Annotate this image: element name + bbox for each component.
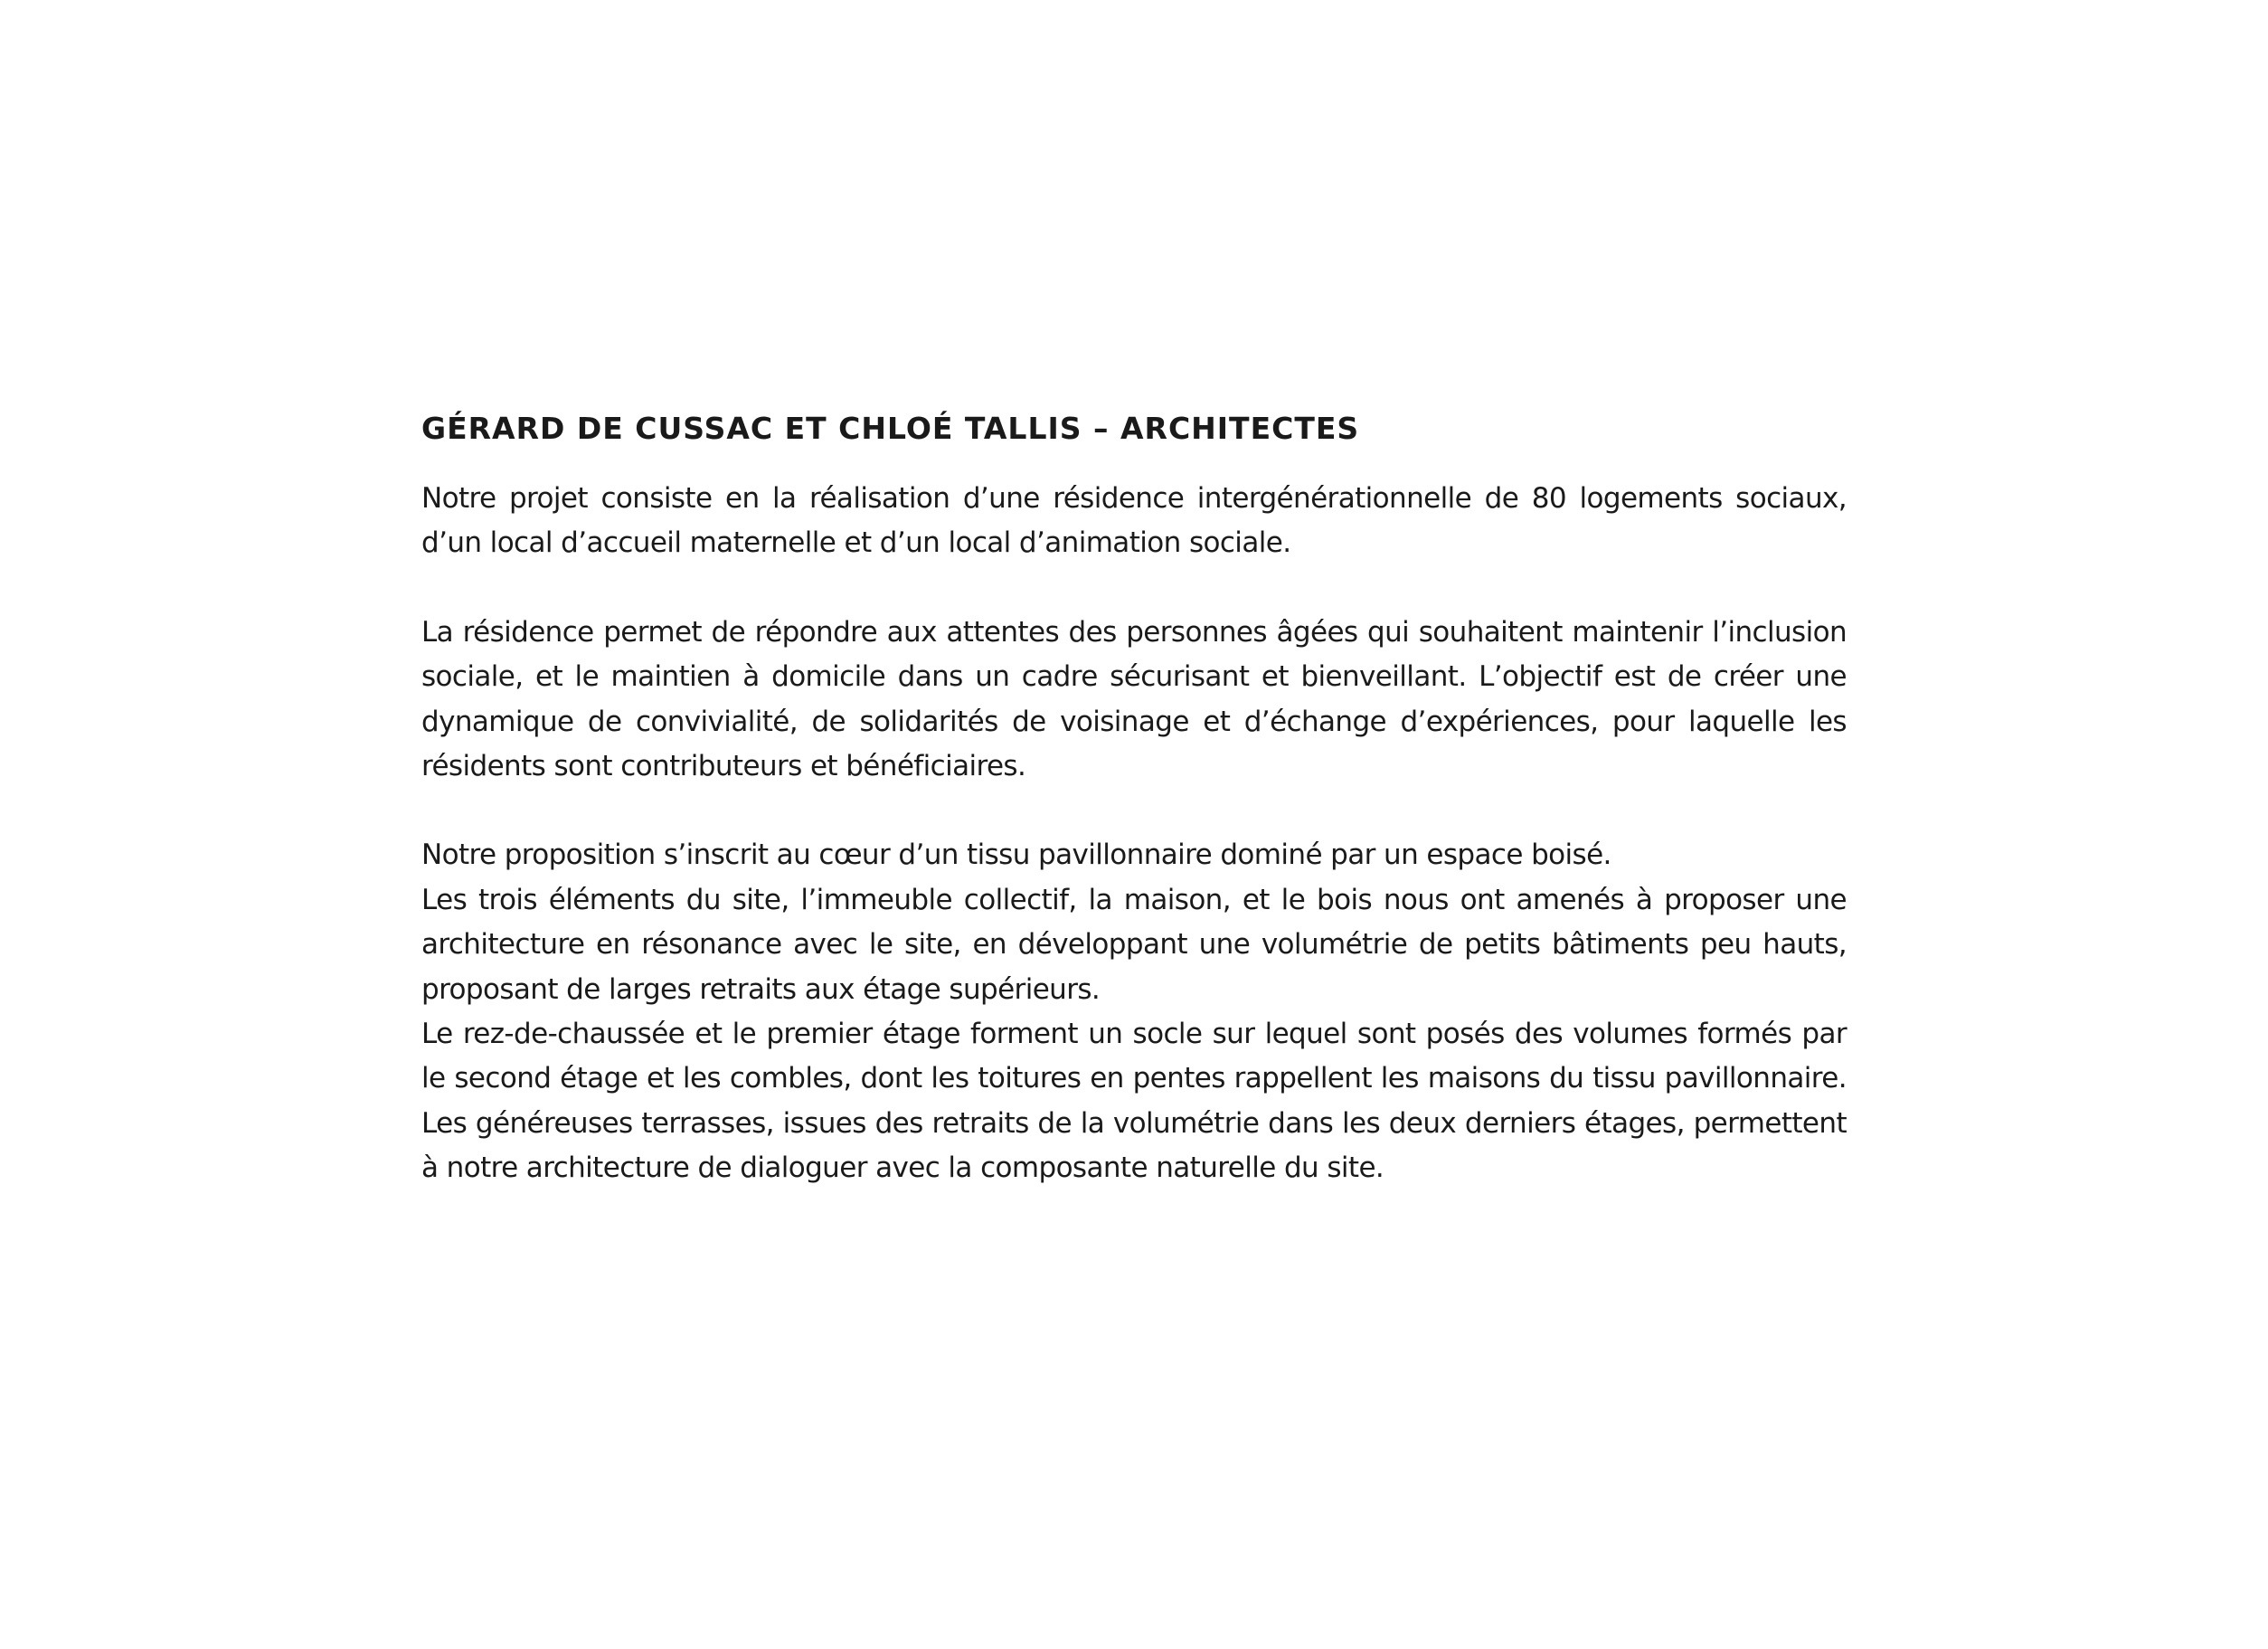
- site-block: [421, 833, 1847, 1190]
- paragraph-residence-goals: La résidence permet de répondre aux attentes des personnes âgées qui souhaitent maintenir l’inclusion sociale, et le maintien à domicile dans un cadre sécurisant et bienveillant. L’objectif est de créer une dynamique de convivialité, de solidarités de voisinage et d’échange d’expériences, pour laquelle les résidents sont contributeurs et bénéficiaires.: [421, 615, 1847, 783]
- paragraph-volumetry: Le rez-de-chaussée et le premier étage forment un socle sur lequel sont posés des volumes formés par le second étage et les combles, dont les toitures en pentes rappellent les maisons du tissu pavillonnaire. Les généreuses terrasses, issues des retraits de la volumétrie dans les deux derniers étages, permettent à notre architecture de dialoguer avec la composante naturelle du site.: [421, 1018, 1847, 1185]
- text-column: [421, 409, 1847, 1191]
- intro-block: [421, 477, 1847, 566]
- paragraph-site-context: Notre proposition s’inscrit au cœur d’un tissu pavillonnaire dominé par un espace boisé.: [421, 839, 1611, 872]
- objectives-block: [421, 611, 1847, 790]
- page-title: GÉRARD DE CUSSAC ET CHLOÉ TALLIS – ARCHITECTES: [421, 411, 1360, 446]
- paragraph-project-summary: Notre projet consiste en la réalisation d’une résidence intergénérationnelle de 80 logements sociaux, d’un local d’accueil maternelle et d’un local d’animation sociale.: [421, 482, 1847, 560]
- paragraph-site-elements: Les trois éléments du site, l’immeuble collectif, la maison, et le bois nous ont amenés à proposer une architecture en résonance avec le site, en développant une volumétrie de petits bâtiments peu hauts, proposant de larges retraits aux étage supérieurs.: [421, 883, 1847, 1006]
